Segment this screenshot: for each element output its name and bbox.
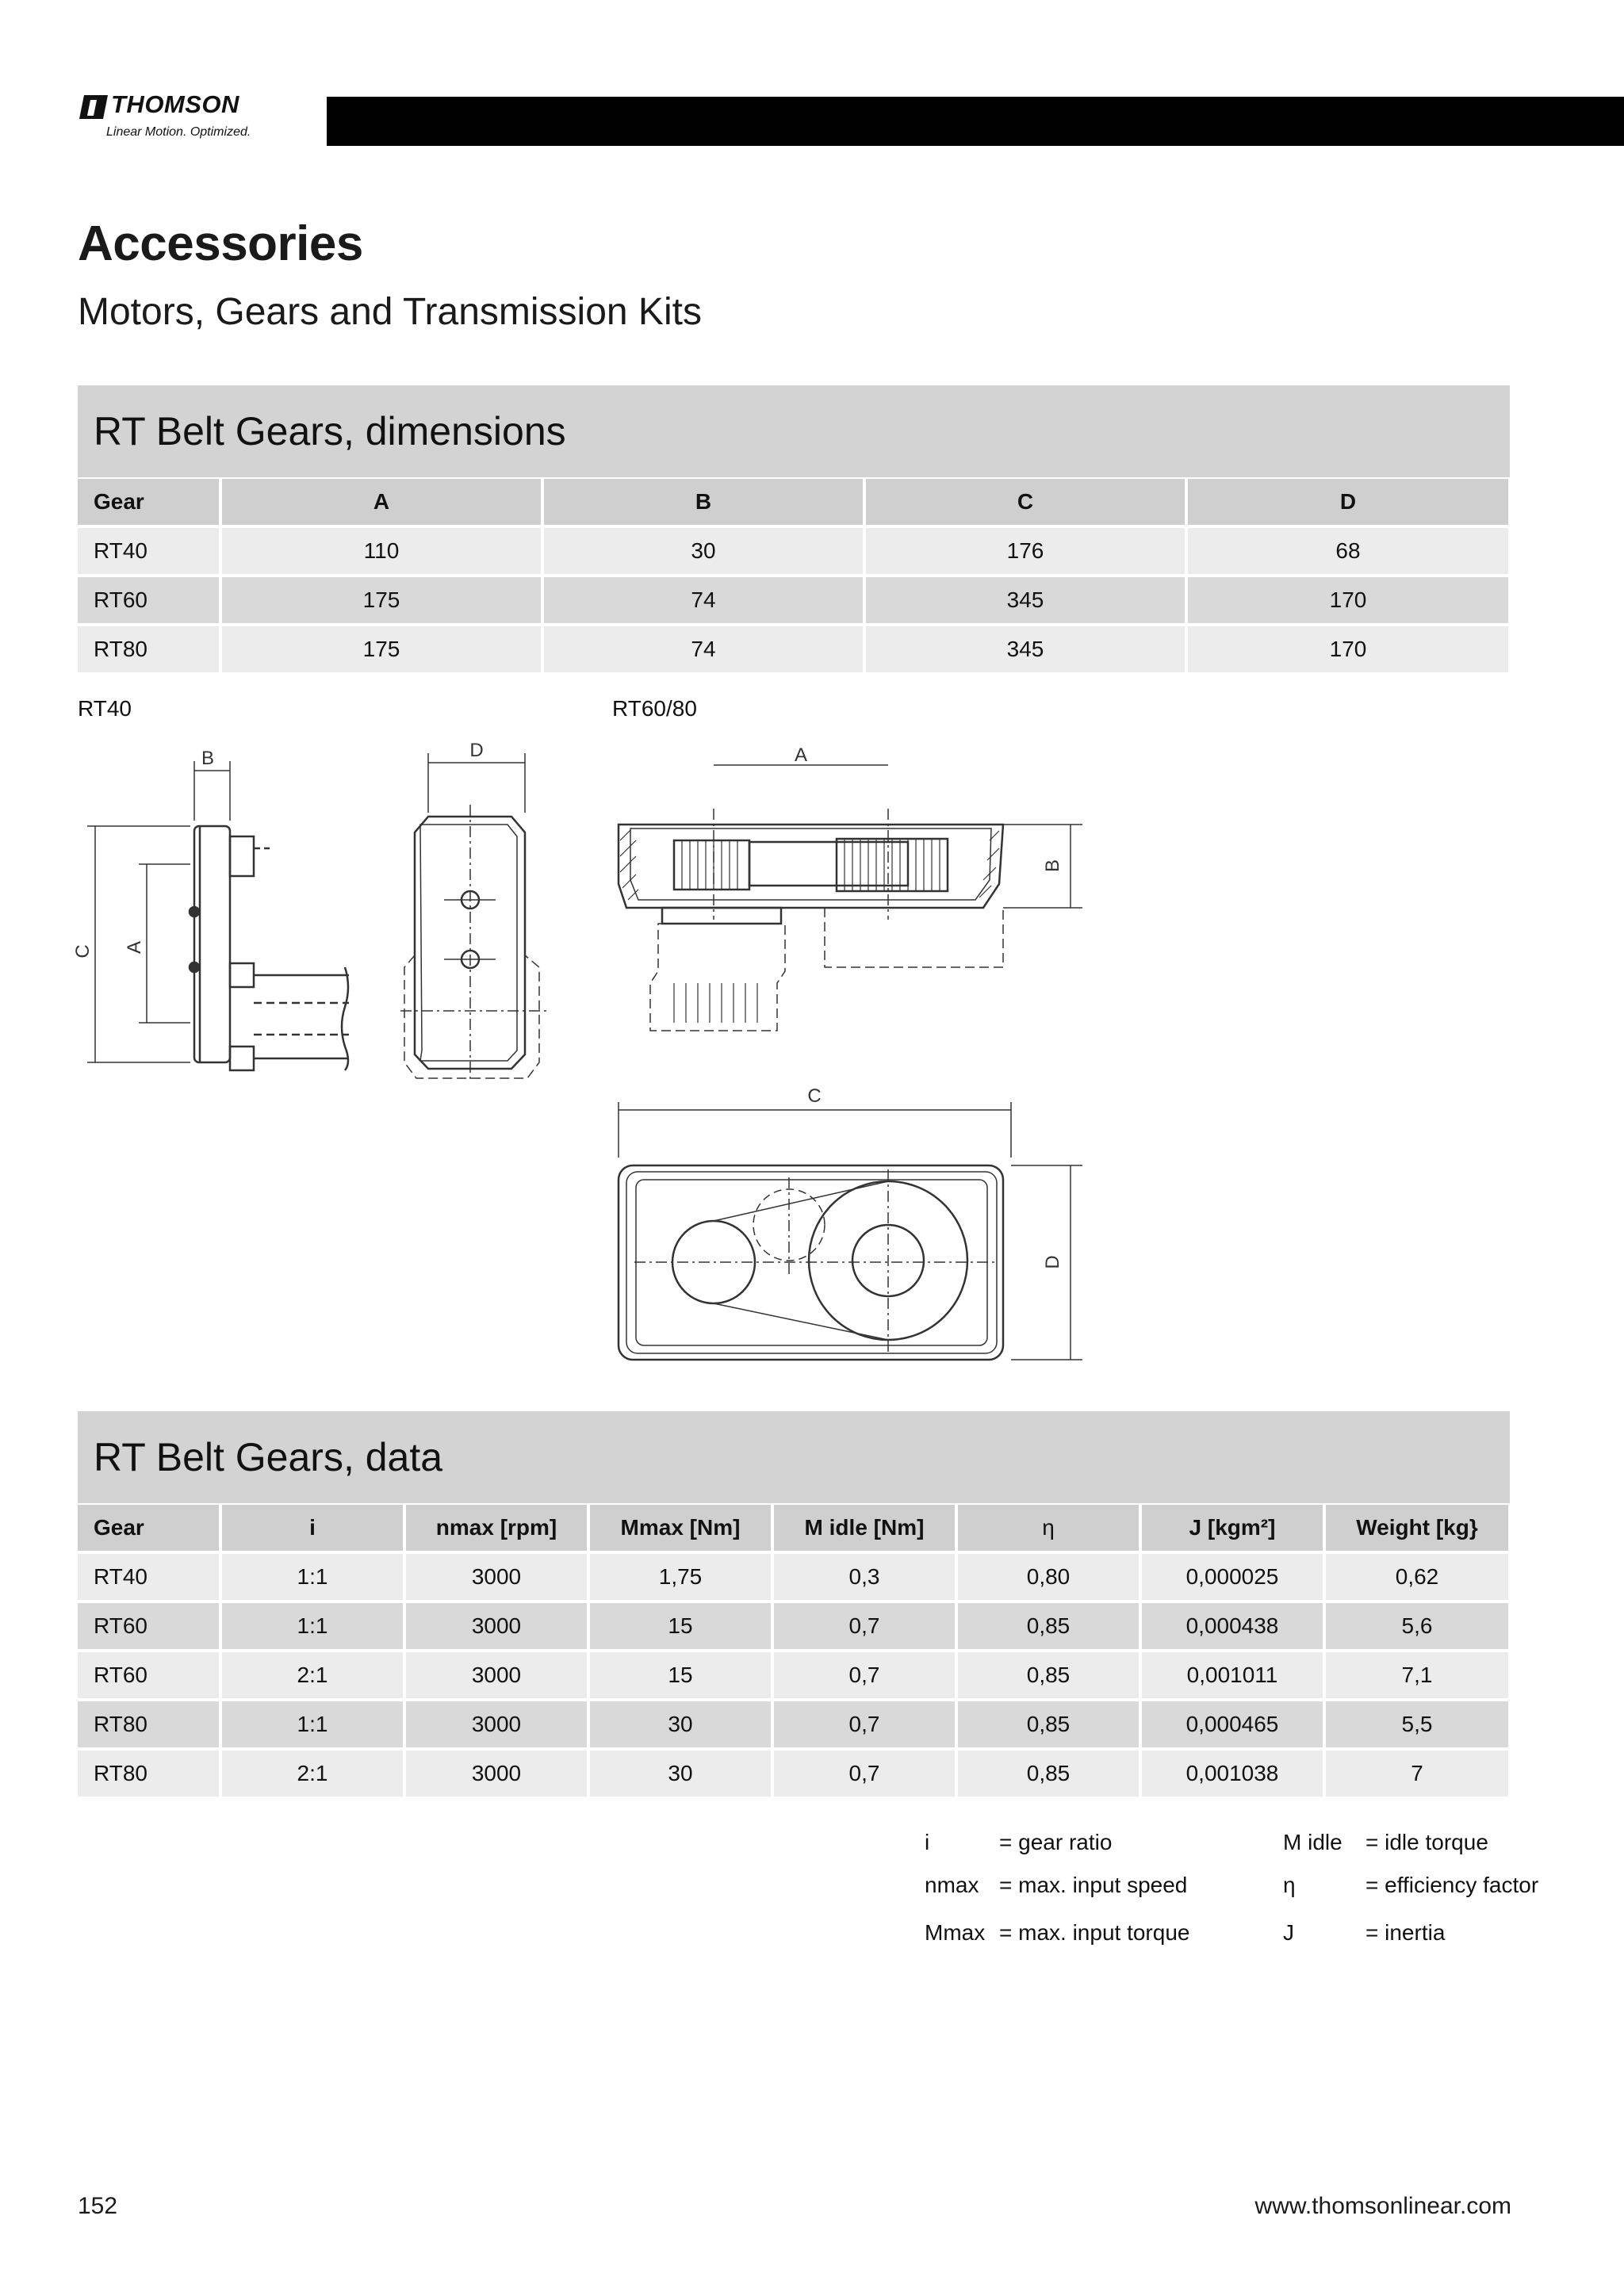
table-row [78,1751,1508,1797]
rt6080-drawing-label: RT60/80 [612,696,697,721]
cell: 0,000465 [1142,1701,1323,1747]
legend-symbol-j: J [1283,1920,1294,1945]
legend-meaning-eta: = efficiency factor [1365,1873,1539,1897]
page-number: 152 [78,2193,118,2219]
cell: 0,7 [774,1751,955,1797]
col-efficiency: η [958,1505,1139,1551]
col-gear: Gear [78,479,219,525]
cell: 0,001038 [1142,1751,1323,1797]
cell: RT80 [78,1701,219,1747]
cell: 176 [866,528,1185,574]
cell: 175 [222,626,541,672]
logo-tagline: Linear Motion. Optimized. [106,125,251,139]
dimensions-table [75,476,1511,675]
col-d: D [1188,479,1508,525]
col-a: A [222,479,541,525]
rt40-drawing-label: RT40 [78,696,132,721]
cell: 0,85 [958,1751,1139,1797]
cell: RT40 [78,1554,219,1600]
data-table [75,1502,1511,1800]
technical-drawings [71,729,1102,1364]
cell: 0,85 [958,1652,1139,1698]
page-subtitle: Motors, Gears and Transmission Kits [78,291,702,333]
cell: 74 [544,626,863,672]
cell: 68 [1188,528,1508,574]
cell: 3000 [406,1652,587,1698]
cell: 0,7 [774,1701,955,1747]
footer-url[interactable]: www.thomsonlinear.com [1254,2193,1511,2219]
cell: 170 [1188,626,1508,672]
cell: 7 [1326,1751,1508,1797]
cell: 345 [866,626,1185,672]
cell: 15 [590,1652,771,1698]
rt6080-dim-a: A [794,744,808,766]
cell: 1:1 [222,1701,403,1747]
legend-symbol-eta: η [1283,1873,1296,1897]
cell: 0,7 [774,1652,955,1698]
cell: 170 [1188,577,1508,623]
cell: RT60 [78,1603,219,1649]
cell: 0,3 [774,1554,955,1600]
legend-symbol-mmax: Mmax [925,1920,986,1945]
cell: 345 [866,577,1185,623]
col-c: C [866,479,1185,525]
col-gear: Gear [78,1505,219,1551]
cell: 0,85 [958,1603,1139,1649]
legend-symbol-midle: M idle [1283,1830,1342,1854]
cell: 15 [590,1603,771,1649]
table-row [78,528,1508,574]
cell: 1:1 [222,1603,403,1649]
table-row [78,1603,1508,1649]
cell: 3000 [406,1603,587,1649]
cell: 3000 [406,1751,587,1797]
cell: 0,000025 [1142,1554,1323,1600]
col-midle: M idle [Nm] [774,1505,955,1551]
cell: 0,001011 [1142,1652,1323,1698]
col-b: B [544,479,863,525]
logo-wordmark: THOMSON [111,90,239,118]
cell: 2:1 [222,1751,403,1797]
cell: RT80 [78,1751,219,1797]
dimensions-header-row [78,479,1508,525]
rt6080-dim-b: B [1042,859,1063,873]
table-row [78,1701,1508,1747]
cell: 0,7 [774,1603,955,1649]
cell: 3000 [406,1554,587,1600]
cell: 5,6 [1326,1603,1508,1649]
legend-symbol-i: i [925,1830,930,1854]
data-header-row [78,1505,1508,1551]
rt6080-section-view [619,765,1082,1031]
cell: 0,80 [958,1554,1139,1600]
table-row [78,626,1508,672]
cell: 3000 [406,1701,587,1747]
legend-symbol-nmax: nmax [925,1873,979,1897]
rt40-side-view [87,761,349,1070]
table-row [78,1652,1508,1698]
cell: 30 [544,528,863,574]
cell: 0,85 [958,1701,1139,1747]
col-weight: Weight [kg} [1326,1505,1508,1551]
cell: RT60 [78,577,219,623]
rt40-dim-d: D [469,740,484,761]
cell: 5,5 [1326,1701,1508,1747]
cell: RT80 [78,626,219,672]
cell: 1:1 [222,1554,403,1600]
page-title: Accessories [78,216,363,271]
rt6080-dim-c: C [807,1085,822,1107]
cell: 0,62 [1326,1554,1508,1600]
col-mmax: Mmax [Nm] [590,1505,771,1551]
cell: 30 [590,1751,771,1797]
col-ratio: i [222,1505,403,1551]
cell: RT40 [78,528,219,574]
cell: 0,000438 [1142,1603,1323,1649]
table-row [78,1554,1508,1600]
table-row [78,577,1508,623]
cell: RT60 [78,1652,219,1698]
legend-meaning-midle: = idle torque [1365,1830,1488,1854]
legend-meaning-nmax: = max. input speed [999,1873,1188,1897]
rt40-dim-b: B [201,748,215,769]
header-bar [327,97,1624,146]
legend-meaning-j: = inertia [1365,1920,1446,1945]
cell: 2:1 [222,1652,403,1698]
thomson-logo-icon [78,94,109,121]
cell: 1,75 [590,1554,771,1600]
data-heading: RT Belt Gears, data [78,1411,1510,1503]
col-nmax: nmax [rpm] [406,1505,587,1551]
rt6080-dim-d: D [1042,1255,1063,1269]
rt40-front-view [400,753,547,1082]
cell: 110 [222,528,541,574]
cell: 30 [590,1701,771,1747]
legend-meaning-i: = gear ratio [999,1830,1113,1854]
legend-meaning-mmax: = max. input torque [999,1920,1190,1945]
cell: 74 [544,577,863,623]
cell: 175 [222,577,541,623]
rt40-dim-a: A [124,940,145,955]
col-inertia: J [kgm²] [1142,1505,1323,1551]
rt40-dim-c: C [72,944,94,959]
cell: 7,1 [1326,1652,1508,1698]
dimensions-heading: RT Belt Gears, dimensions [78,385,1510,477]
rt6080-top-view [619,1102,1082,1360]
